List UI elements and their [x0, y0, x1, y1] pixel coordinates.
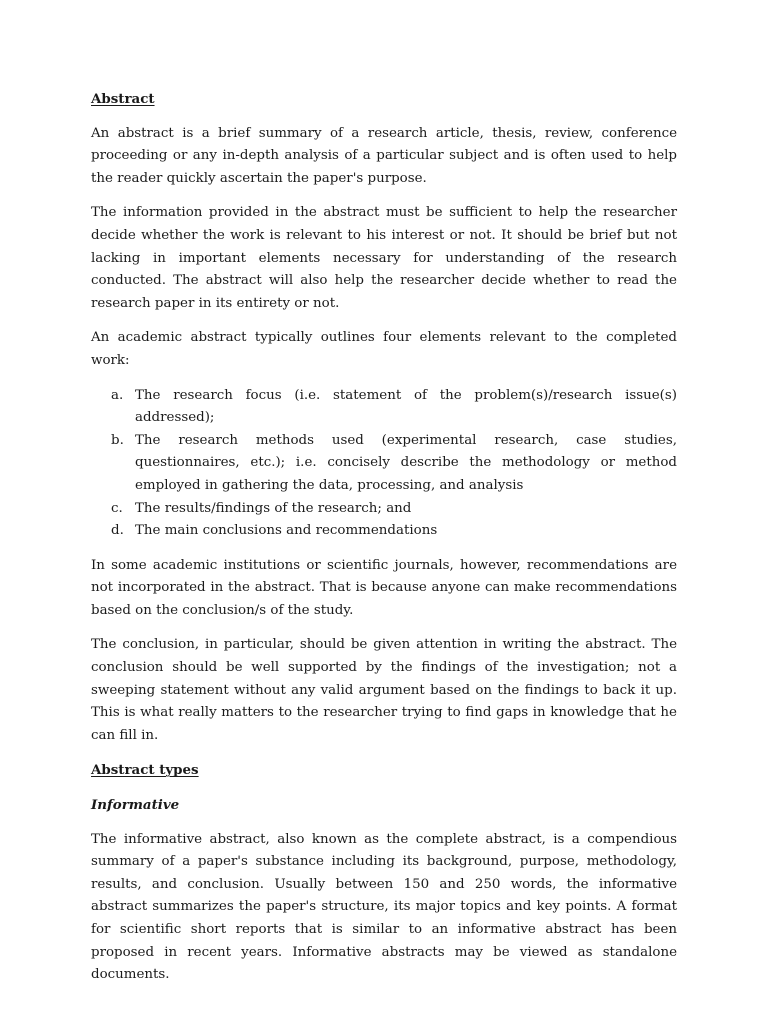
paragraph-definition: An abstract is a brief summary of a research article, thesis, review, conference proceeding or any in-depth analysis of a particular subject and is often used to help the reader quickly ascertain the paper's purpose. — [91, 125, 677, 186]
list-item — [91, 430, 677, 498]
paragraph-informative: The informative abstract, also known as the complete abstract, is a compendious summary of a paper's substance including its background, purpose, methodology, results, and conclusion. Usually between 150 and 250 words, the informative abstract summarizes the paper's structure, its major topics and key points. A format for scientific short reports that is similar to an informative abstract has been proposed in recent years. Informative abstracts may be viewed as standalone documents. — [91, 831, 677, 983]
list-item — [91, 385, 677, 430]
list-marker: c. — [111, 500, 123, 516]
elements-list — [91, 385, 677, 543]
paragraph-recommendations: In some academic institutions or scientific journals, however, recommendations are not incorporated in the abstract. That is because anyone can make recommendations based on the conclusion/s of the study. — [91, 557, 677, 618]
section-heading-abstract-types: Abstract types — [91, 762, 199, 779]
document-page — [91, 88, 677, 999]
list-item-text: The research methods used (experimental research, case studies, questionnaires, etc.); i.e. concisely describe the methodology or method employed in gathering the data, processing, and analysis — [135, 432, 677, 493]
list-marker: b. — [111, 432, 124, 448]
list-item — [91, 520, 677, 543]
section-heading-abstract: Abstract — [91, 91, 155, 107]
list-item-text: The main conclusions and recommendations — [135, 523, 438, 539]
paragraph-elements-intro: An academic abstract typically outlines four elements relevant to the completed work: — [91, 330, 677, 368]
subheading-informative: Informative — [91, 797, 180, 814]
paragraph-conclusion: The conclusion, in particular, should be given attention in writing the abstract. The conclusion should be well supported by the findings of the investigation; not a sweeping statement without any valid argument based on the findings to back it up. This is what really matters to the researcher trying to find gaps in knowledge that he can fill in. — [91, 637, 677, 743]
list-marker: a. — [111, 387, 124, 403]
list-marker: d. — [111, 523, 124, 539]
list-item-text: The results/findings of the research; and — [135, 500, 412, 516]
list-item — [91, 498, 677, 521]
paragraph-information: The information provided in the abstract must be sufficient to help the researcher decide whether the work is relevant to his interest or not. It should be brief but not lacking in important elements necessary for understanding of the research conducted. The abstract will also help the researcher decide whether to read the research paper in its entirety or not. — [91, 205, 677, 311]
list-item-text: The research focus (i.e. statement of the problem(s)/research issue(s) addressed); — [135, 387, 677, 426]
